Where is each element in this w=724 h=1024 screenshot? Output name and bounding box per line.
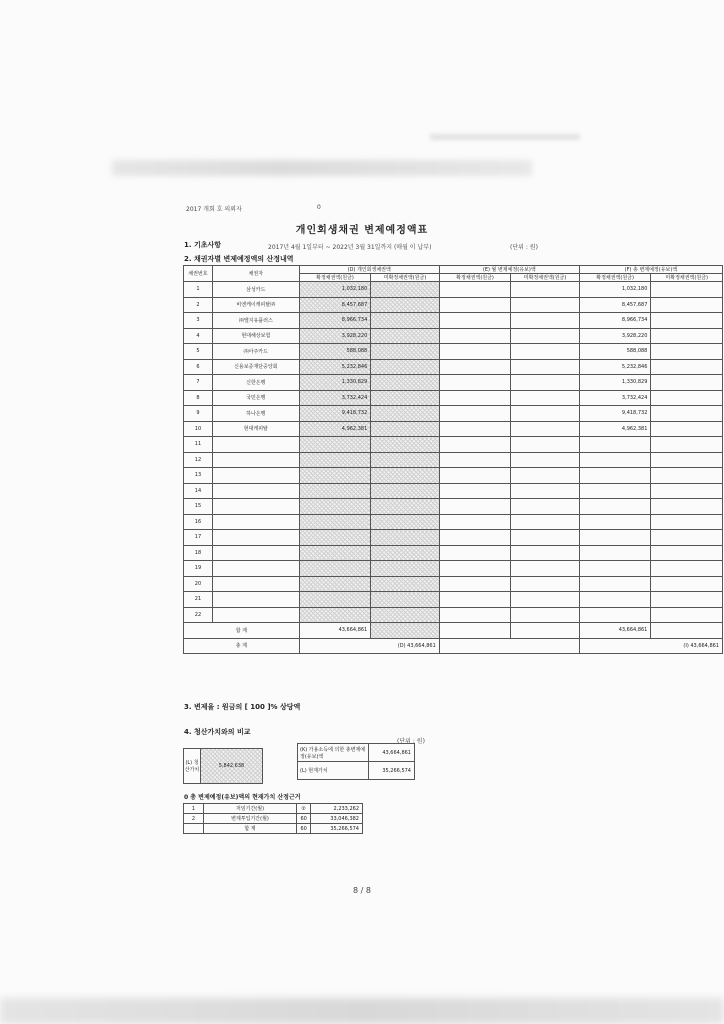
row-f-unconfirmed <box>651 561 723 577</box>
row-no: 5 <box>184 344 213 360</box>
creditor-table <box>183 265 723 654</box>
row-f-confirmed: 1,330,829 <box>579 375 651 391</box>
row-f-unconfirmed <box>651 437 723 453</box>
row-e-unconfirmed <box>511 375 580 391</box>
row-d-unconfirmed <box>371 421 440 437</box>
table-row <box>184 483 723 499</box>
row-e-unconfirmed <box>511 452 580 468</box>
row-d-confirmed <box>299 483 371 499</box>
row-d-unconfirmed <box>371 344 440 360</box>
row-d-confirmed <box>299 561 371 577</box>
row-f-confirmed <box>579 452 651 468</box>
k-label: (K) 가용소득에 의한 총변제예정(유보)액 <box>298 744 369 762</box>
row-creditor <box>212 499 299 515</box>
row-f-confirmed <box>579 530 651 546</box>
row-d-confirmed <box>299 576 371 592</box>
row-creditor <box>212 530 299 546</box>
row-f-unconfirmed <box>651 344 723 360</box>
row-f-confirmed: 8,966,734 <box>579 313 651 329</box>
row-e-confirmed <box>439 452 511 468</box>
row-e-unconfirmed <box>511 468 580 484</box>
row-no: 22 <box>184 607 213 623</box>
row-e-confirmed <box>439 359 511 375</box>
col-header-d-unconfirmed: 미확정채권액(원금) <box>371 274 440 282</box>
row-d-unconfirmed <box>371 561 440 577</box>
table-row <box>184 328 723 344</box>
total-e <box>439 638 579 654</box>
row-d-unconfirmed <box>371 437 440 453</box>
section1-label: 1. 기초사항 <box>184 241 222 249</box>
row-creditor: 신용보증재단중앙회 <box>212 359 299 375</box>
row-e-confirmed <box>439 313 511 329</box>
blurred-header-fragment <box>430 134 580 140</box>
col-header-e: (E) 월 변제예정(유보)액 <box>439 266 579 274</box>
row-f-confirmed <box>579 499 651 515</box>
row-creditor <box>212 576 299 592</box>
row-f-confirmed: 588,088 <box>579 344 651 360</box>
row-e-confirmed <box>439 328 511 344</box>
row-f-confirmed: 3,928,220 <box>579 328 651 344</box>
row-d-unconfirmed <box>371 530 440 546</box>
table-row <box>184 530 723 546</box>
row-e-unconfirmed <box>511 421 580 437</box>
row-creditor: 현대캐피탈 <box>212 421 299 437</box>
row-no: 2 <box>184 297 213 313</box>
row-d-unconfirmed <box>371 483 440 499</box>
col-header-no: 채권번호 <box>184 266 213 282</box>
col-header-e-unconfirmed: 미확정채권액(원금) <box>511 274 580 282</box>
row-e-confirmed <box>439 514 511 530</box>
liquidation-label: (L) 청산가치 <box>184 749 201 784</box>
row-no: 8 <box>184 390 213 406</box>
row-e-confirmed <box>439 468 511 484</box>
table-row <box>184 390 723 406</box>
row-e-confirmed <box>439 607 511 623</box>
row-e-confirmed <box>439 421 511 437</box>
row-f-unconfirmed <box>651 406 723 422</box>
row-e-unconfirmed <box>511 390 580 406</box>
basis-mark: ② <box>297 804 311 814</box>
table-row <box>184 282 723 298</box>
row-no: 9 <box>184 406 213 422</box>
subtotal-label: 합 계 <box>184 623 300 639</box>
col-header-f-confirmed: 확정채권액(원금) <box>579 274 651 282</box>
row-f-unconfirmed <box>651 421 723 437</box>
row-d-unconfirmed <box>371 406 440 422</box>
row-f-confirmed: 3,732,424 <box>579 390 651 406</box>
row-no: 11 <box>184 437 213 453</box>
row-d-unconfirmed <box>371 514 440 530</box>
table-row <box>184 561 723 577</box>
row-no: 6 <box>184 359 213 375</box>
basis-table <box>183 803 363 834</box>
row-e-confirmed <box>439 344 511 360</box>
row-f-unconfirmed <box>651 576 723 592</box>
basis-total-mark: 60 <box>297 824 311 834</box>
row-d-confirmed: 5,232,846 <box>299 359 371 375</box>
row-e-unconfirmed <box>511 530 580 546</box>
row-d-confirmed: 3,732,424 <box>299 390 371 406</box>
row-creditor <box>212 561 299 577</box>
row-d-unconfirmed <box>371 499 440 515</box>
col-header-creditor: 채권자 <box>212 266 299 282</box>
table-row <box>184 452 723 468</box>
table-row <box>184 514 723 530</box>
row-f-confirmed <box>579 592 651 608</box>
row-f-confirmed <box>579 483 651 499</box>
row-e-confirmed <box>439 530 511 546</box>
row-e-unconfirmed <box>511 514 580 530</box>
row-f-confirmed: 9,418,732 <box>579 406 651 422</box>
row-no: 19 <box>184 561 213 577</box>
row-f-confirmed: 8,457,687 <box>579 297 651 313</box>
page-number: 8 / 8 <box>353 886 371 895</box>
row-e-unconfirmed <box>511 499 580 515</box>
basis-item: 처임기간(월) <box>203 804 296 814</box>
table-row <box>184 297 723 313</box>
row-e-confirmed <box>439 375 511 391</box>
row-d-confirmed: 1,330,829 <box>299 375 371 391</box>
row-f-unconfirmed <box>651 328 723 344</box>
table-row <box>184 313 723 329</box>
row-d-confirmed <box>299 452 371 468</box>
basis-total-value: 35,266,574 <box>311 824 363 834</box>
document-title: 개인회생채권 변제예정액표 <box>295 225 429 236</box>
row-d-unconfirmed <box>371 452 440 468</box>
table-row <box>184 406 723 422</box>
present-value-table <box>297 743 415 780</box>
row-e-unconfirmed <box>511 359 580 375</box>
row-no: 20 <box>184 576 213 592</box>
table-row <box>184 576 723 592</box>
row-d-unconfirmed <box>371 313 440 329</box>
basis-row <box>184 804 363 814</box>
row-creditor <box>212 592 299 608</box>
row-e-unconfirmed <box>511 545 580 561</box>
row-no: 1 <box>184 282 213 298</box>
table-row <box>184 607 723 623</box>
p-label: (L) 현재가치 <box>298 762 369 780</box>
row-d-confirmed: 4,962,381 <box>299 421 371 437</box>
row-creditor: 국민은행 <box>212 390 299 406</box>
row-e-confirmed <box>439 390 511 406</box>
row-d-unconfirmed <box>371 545 440 561</box>
section4-label: 4. 청산가치와의 비교 <box>184 728 251 736</box>
row-f-confirmed <box>579 545 651 561</box>
row-e-unconfirmed <box>511 607 580 623</box>
row-no: 4 <box>184 328 213 344</box>
row-e-unconfirmed <box>511 592 580 608</box>
table-row <box>184 437 723 453</box>
section2-label: 2. 채권자별 변제예정액의 산정내역 <box>184 255 294 263</box>
row-f-confirmed: 4,962,381 <box>579 421 651 437</box>
row-e-confirmed <box>439 499 511 515</box>
row-creditor <box>212 483 299 499</box>
row-e-confirmed <box>439 576 511 592</box>
basis-no: 1 <box>184 804 204 814</box>
table-row <box>184 545 723 561</box>
repayment-rate: 3. 변제율 : 원금의 [ 100 ]% 상당액 <box>184 703 301 711</box>
row-e-confirmed <box>439 437 511 453</box>
row-creditor: 신한은행 <box>212 375 299 391</box>
row-creditor <box>212 437 299 453</box>
row-creditor <box>212 514 299 530</box>
k-value: 43,664,861 <box>369 744 415 762</box>
row-creditor: ㈜아주카드 <box>212 344 299 360</box>
row-e-unconfirmed <box>511 483 580 499</box>
row-no: 10 <box>184 421 213 437</box>
row-d-confirmed <box>299 437 371 453</box>
table-row <box>184 375 723 391</box>
row-f-unconfirmed <box>651 499 723 515</box>
row-f-confirmed <box>579 607 651 623</box>
row-no: 15 <box>184 499 213 515</box>
row-creditor: 하나은행 <box>212 406 299 422</box>
row-e-unconfirmed <box>511 437 580 453</box>
row-f-confirmed <box>579 514 651 530</box>
table-row <box>184 344 723 360</box>
total-label: 총 계 <box>184 638 300 654</box>
subtotal-e <box>439 623 511 639</box>
basis-total-label: 합 계 <box>203 824 296 834</box>
col-header-e-confirmed: 확정채권액(원금) <box>439 274 511 282</box>
row-f-unconfirmed <box>651 468 723 484</box>
row-e-unconfirmed <box>511 561 580 577</box>
period-info: 2017년 4월 1일부터 ~ 2022년 3월 31일까지 (매월 이 납부) <box>268 244 432 251</box>
row-creditor: ㈜엘지유플러스 <box>212 313 299 329</box>
row-no: 21 <box>184 592 213 608</box>
row-d-confirmed: 8,457,687 <box>299 297 371 313</box>
row-no: 18 <box>184 545 213 561</box>
row-e-confirmed <box>439 406 511 422</box>
row-f-confirmed <box>579 576 651 592</box>
row-f-unconfirmed <box>651 452 723 468</box>
table-row <box>184 468 723 484</box>
row-d-confirmed <box>299 545 371 561</box>
row-e-unconfirmed <box>511 344 580 360</box>
row-f-confirmed <box>579 437 651 453</box>
row-d-unconfirmed <box>371 468 440 484</box>
col-header-d: (D) 개인회생채권액 <box>299 266 439 274</box>
row-f-confirmed: 5,232,846 <box>579 359 651 375</box>
table-row <box>184 592 723 608</box>
p-value: 35,266,574 <box>369 762 415 780</box>
row-d-confirmed: 8,966,734 <box>299 313 371 329</box>
row-f-confirmed <box>579 561 651 577</box>
row-f-unconfirmed <box>651 359 723 375</box>
section4-unit: (단위 : 원) <box>397 738 425 745</box>
row-no: 16 <box>184 514 213 530</box>
row-e-unconfirmed <box>511 297 580 313</box>
basis-total-blank <box>184 824 204 834</box>
row-e-confirmed <box>439 592 511 608</box>
row-d-unconfirmed <box>371 375 440 391</box>
basis-no: 2 <box>184 814 204 824</box>
row-creditor <box>212 607 299 623</box>
row-f-unconfirmed <box>651 607 723 623</box>
table-row <box>184 359 723 375</box>
row-no: 12 <box>184 452 213 468</box>
row-no: 17 <box>184 530 213 546</box>
row-e-confirmed <box>439 282 511 298</box>
row-d-confirmed <box>299 607 371 623</box>
row-d-confirmed: 3,928,220 <box>299 328 371 344</box>
row-creditor: 삼성카드 <box>212 282 299 298</box>
row-f-unconfirmed <box>651 375 723 391</box>
case-number-line: 2017 개회 호 의뢰자 <box>186 206 242 213</box>
section5-label: 0 총 변제예정(유보)액의 현재가치 산정근거 <box>184 794 301 801</box>
row-d-confirmed <box>299 514 371 530</box>
basis-item: 변제투입기간(월) <box>203 814 296 824</box>
row-e-unconfirmed <box>511 328 580 344</box>
basis-mark: 60 <box>297 814 311 824</box>
row-f-unconfirmed <box>651 390 723 406</box>
row-e-unconfirmed <box>511 406 580 422</box>
row-d-confirmed <box>299 592 371 608</box>
row-d-confirmed: 9,418,732 <box>299 406 371 422</box>
row-e-confirmed <box>439 297 511 313</box>
row-f-unconfirmed <box>651 282 723 298</box>
row-d-confirmed <box>299 530 371 546</box>
row-d-unconfirmed <box>371 328 440 344</box>
row-d-confirmed: 588,088 <box>299 344 371 360</box>
row-d-unconfirmed <box>371 592 440 608</box>
row-e-unconfirmed <box>511 282 580 298</box>
row-d-unconfirmed <box>371 297 440 313</box>
unit-label: (단위 : 원) <box>510 244 538 251</box>
row-f-unconfirmed <box>651 530 723 546</box>
row-d-unconfirmed <box>371 359 440 375</box>
row-f-confirmed: 1,032,180 <box>579 282 651 298</box>
col-header-f: (F) 총 변제예정(유보)액 <box>579 266 722 274</box>
basis-row <box>184 814 363 824</box>
row-d-confirmed: 1,032,180 <box>299 282 371 298</box>
subtotal-d-unconfirmed <box>371 623 440 639</box>
blurred-footer <box>0 998 724 1024</box>
row-no: 7 <box>184 375 213 391</box>
row-e-confirmed <box>439 545 511 561</box>
row-e-unconfirmed <box>511 576 580 592</box>
row-d-confirmed <box>299 499 371 515</box>
subtotal-f: 43,664,861 <box>579 623 651 639</box>
row-creditor: 비엔케이캐피탈㈜ <box>212 297 299 313</box>
subtotal-d: 43,664,861 <box>299 623 371 639</box>
col-header-d-confirmed: 확정채권액(원금) <box>299 274 371 282</box>
row-d-unconfirmed <box>371 576 440 592</box>
row-d-confirmed <box>299 468 371 484</box>
total-d: (D) 43,664,861 <box>299 638 439 654</box>
row-f-unconfirmed <box>651 313 723 329</box>
row-creditor <box>212 468 299 484</box>
row-f-unconfirmed <box>651 592 723 608</box>
liquidation-value: 5,842,638 <box>201 749 263 784</box>
row-no: 13 <box>184 468 213 484</box>
blurred-header-line <box>112 160 532 176</box>
table-row <box>184 421 723 437</box>
row-f-confirmed <box>579 468 651 484</box>
col-header-f-unconfirmed: 미확정채권액(원금) <box>651 274 723 282</box>
row-creditor: 현대해상보험 <box>212 328 299 344</box>
row-d-unconfirmed <box>371 282 440 298</box>
row-e-confirmed <box>439 561 511 577</box>
row-f-unconfirmed <box>651 483 723 499</box>
liquidation-table <box>183 748 263 784</box>
row-d-unconfirmed <box>371 390 440 406</box>
row-e-unconfirmed <box>511 313 580 329</box>
total-f: (I) 43,664,861 <box>579 638 722 654</box>
header-mark: 0 <box>317 204 321 211</box>
subtotal-e-unconfirmed <box>511 623 580 639</box>
row-creditor <box>212 452 299 468</box>
row-f-unconfirmed <box>651 297 723 313</box>
row-creditor <box>212 545 299 561</box>
basis-value: 2,233,262 <box>311 804 363 814</box>
row-f-unconfirmed <box>651 514 723 530</box>
row-d-unconfirmed <box>371 607 440 623</box>
table-row <box>184 499 723 515</box>
row-no: 14 <box>184 483 213 499</box>
subtotal-f-unconfirmed <box>651 623 723 639</box>
basis-value: 33,046,382 <box>311 814 363 824</box>
row-e-confirmed <box>439 483 511 499</box>
row-f-unconfirmed <box>651 545 723 561</box>
row-no: 3 <box>184 313 213 329</box>
